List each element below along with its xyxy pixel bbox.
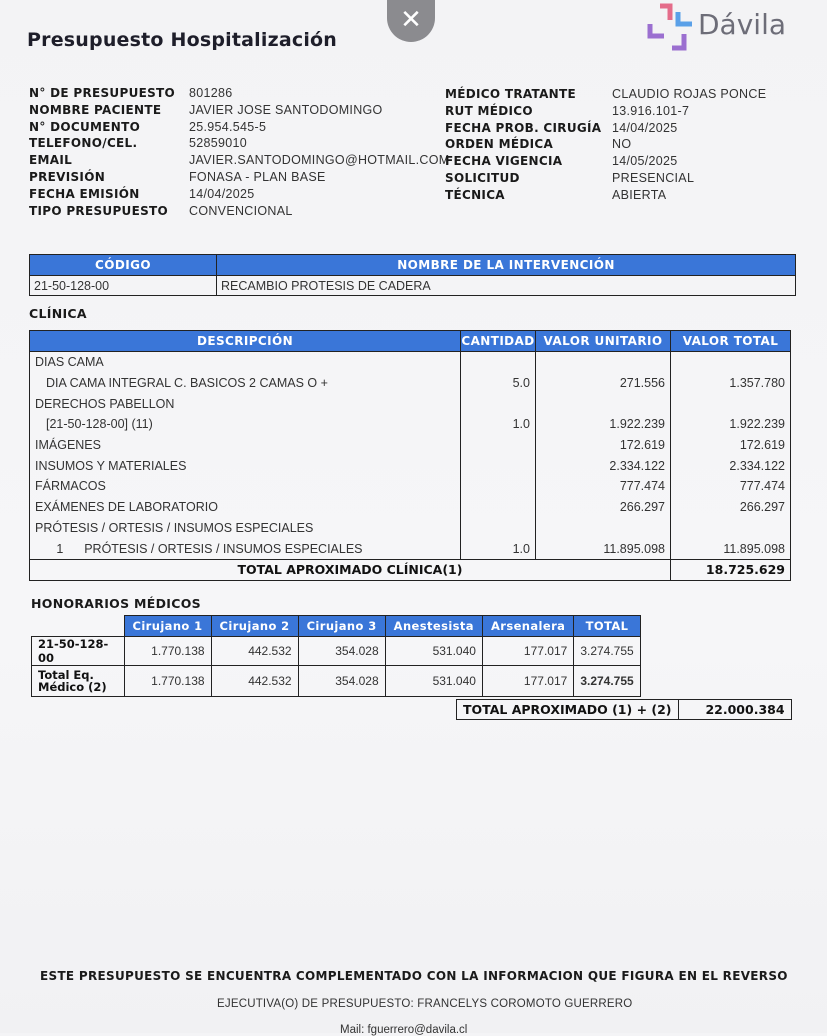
- info-value: PRESENCIAL: [612, 170, 695, 185]
- clinica-header-description: DESCRIPCIÓN: [30, 331, 461, 352]
- procedure-header-code: CÓDIGO: [30, 255, 217, 276]
- row-description: IMÁGENES: [30, 435, 461, 456]
- brand-name: Dávila: [698, 8, 787, 41]
- info-label: N° DOCUMENTO: [29, 119, 141, 134]
- info-label: FECHA EMISIÓN: [29, 186, 140, 201]
- clinica-total-label: TOTAL APROXIMADO CLÍNICA(1): [30, 559, 671, 580]
- info-label: MÉDICO TRATANTE: [445, 87, 576, 101]
- clinica-header-quantity: CANTIDAD: [461, 331, 536, 352]
- table-row: [30, 497, 791, 518]
- row-quantity: 1.0: [461, 414, 536, 435]
- honorarios-cell: 177.017: [482, 666, 573, 697]
- footer-note: ESTE PRESUPUESTO SE ENCUENTRA COMPLEMENTADO CON LA INFORMACION QUE FIGURA EN EL REVERSO: [40, 969, 788, 983]
- honorarios-table: [31, 615, 641, 697]
- info-row: [445, 153, 766, 170]
- info-row: [29, 102, 449, 119]
- row-unit-value: [536, 393, 671, 414]
- info-row: [29, 203, 449, 220]
- patient-info: [29, 85, 449, 219]
- row-description: EXÁMENES DE LABORATORIO: [30, 497, 461, 518]
- procedure-table: [29, 254, 796, 296]
- honorarios-row: [32, 666, 641, 697]
- table-row: [30, 518, 791, 539]
- table-row: [30, 393, 791, 414]
- row-unit-value: 266.297: [536, 497, 671, 518]
- info-label: PREVISIÓN: [29, 169, 106, 184]
- info-row: [29, 135, 449, 152]
- clinica-table: [29, 330, 791, 581]
- info-label: NOMBRE PACIENTE: [29, 102, 162, 117]
- row-quantity: [461, 497, 536, 518]
- honorarios-header-blank: [32, 616, 125, 637]
- honorarios-cell: 1.770.138: [124, 637, 211, 666]
- row-unit-value: 11.895.098: [536, 538, 671, 559]
- info-value: NO: [612, 137, 632, 152]
- info-value: 14/05/2025: [612, 154, 678, 169]
- procedure-header-name: NOMBRE DE LA INTERVENCIÓN: [217, 255, 796, 276]
- row-description: PRÓTESIS / ORTESIS / INSUMOS ESPECIALES: [30, 518, 461, 539]
- page-title: Presupuesto Hospitalización: [27, 29, 338, 51]
- row-description: DIA CAMA INTEGRAL C. BASICOS 2 CAMAS O +: [30, 373, 461, 394]
- info-label: ORDEN MÉDICA: [445, 137, 554, 152]
- honorarios-cell: 3.274.755: [574, 666, 640, 697]
- row-quantity: [461, 435, 536, 456]
- close-button[interactable]: [387, 0, 435, 42]
- honorarios-section-title: HONORARIOS MÉDICOS: [31, 596, 201, 611]
- row-quantity: [461, 352, 536, 373]
- info-value: CLAUDIO ROJAS PONCE: [612, 87, 767, 101]
- honorarios-header-cirujano2: Cirujano 2: [211, 616, 298, 637]
- logo-cross-icon: [646, 2, 696, 54]
- clinica-header-total-value: VALOR TOTAL: [671, 331, 791, 352]
- honorarios-cell: 354.028: [298, 637, 385, 666]
- info-row: [29, 169, 449, 186]
- row-quantity: 5.0: [461, 373, 536, 394]
- honorarios-cell: 177.017: [482, 637, 573, 666]
- row-total-value: [671, 352, 791, 373]
- row-description: FÁRMACOS: [30, 476, 461, 497]
- info-value: JAVIER JOSE SANTODOMINGO: [189, 102, 383, 117]
- procedure-name: RECAMBIO PROTESIS DE CADERA: [217, 276, 796, 296]
- table-row: [30, 538, 791, 559]
- honorarios-cell: 354.028: [298, 666, 385, 697]
- footer-mail: Mail: fguerrero@davila.cl: [340, 1024, 468, 1036]
- honorarios-header-cirujano3: Cirujano 3: [298, 616, 385, 637]
- info-row: [445, 103, 766, 120]
- info-row: [445, 86, 766, 103]
- row-total-value: [671, 393, 791, 414]
- honorarios-cell: 442.532: [211, 666, 298, 697]
- honorarios-cell: 531.040: [385, 637, 482, 666]
- row-description: DIAS CAMA: [30, 352, 461, 373]
- info-value: 14/04/2025: [189, 186, 255, 201]
- row-total-value: 2.334.122: [671, 455, 791, 476]
- row-total-value: [671, 518, 791, 539]
- info-label: RUT MÉDICO: [445, 103, 533, 118]
- close-icon: ✕: [400, 5, 422, 35]
- info-row: [29, 85, 449, 102]
- honorarios-header-anestesista: Anestesista: [385, 616, 482, 637]
- row-unit-value: [536, 352, 671, 373]
- row-total-value: 1.922.239: [671, 414, 791, 435]
- info-label: EMAIL: [29, 153, 73, 168]
- grand-total-table: [456, 699, 792, 720]
- info-value: 801286: [189, 86, 233, 100]
- row-unit-value: 1.922.239: [536, 414, 671, 435]
- honorarios-row-label: Total Eq. Médico (2): [32, 666, 125, 697]
- honorarios-cell: 531.040: [385, 666, 482, 697]
- info-value: 14/04/2025: [612, 120, 678, 135]
- honorarios-row: [32, 637, 641, 666]
- info-value: FONASA - PLAN BASE: [189, 169, 326, 184]
- row-quantity: [461, 455, 536, 476]
- grand-total-label: TOTAL APROXIMADO (1) + (2): [457, 700, 679, 720]
- procedure-code: 21-50-128-00: [30, 276, 217, 296]
- honorarios-cell: 442.532: [211, 637, 298, 666]
- row-total-value: 11.895.098: [671, 538, 791, 559]
- honorarios-row-label: 21-50-128-00: [32, 637, 125, 666]
- info-row: [445, 187, 766, 204]
- info-row: [29, 152, 449, 169]
- info-row: [445, 120, 766, 137]
- info-row: [445, 136, 766, 153]
- info-label: TÉCNICA: [445, 187, 505, 202]
- row-unit-value: 777.474: [536, 476, 671, 497]
- row-unit-value: 271.556: [536, 373, 671, 394]
- row-total-value: 172.619: [671, 435, 791, 456]
- table-row: [30, 352, 791, 373]
- row-total-value: 266.297: [671, 497, 791, 518]
- row-quantity: [461, 518, 536, 539]
- row-description: INSUMOS Y MATERIALES: [30, 455, 461, 476]
- honorarios-header-total: TOTAL: [574, 616, 640, 637]
- info-label: FECHA VIGENCIA: [445, 154, 563, 169]
- row-total-value: 1.357.780: [671, 373, 791, 394]
- table-row: [30, 373, 791, 394]
- procedure-row: [30, 276, 796, 296]
- info-value: ABIERTA: [612, 187, 667, 202]
- info-label: TELEFONO/CEL.: [29, 136, 138, 151]
- info-row: [29, 186, 449, 203]
- row-unit-value: 172.619: [536, 435, 671, 456]
- row-quantity: [461, 393, 536, 414]
- honorarios-cell: 1.770.138: [124, 666, 211, 697]
- info-label: FECHA PROB. CIRUGÍA: [445, 120, 602, 135]
- info-value: JAVIER.SANTODOMINGO@HOTMAIL.COM: [189, 153, 450, 168]
- honorarios-cell: 3.274.755: [574, 637, 640, 666]
- info-row: [445, 170, 766, 187]
- row-description: 1 PRÓTESIS / ORTESIS / INSUMOS ESPECIALES: [30, 538, 461, 559]
- clinica-header-unit-value: VALOR UNITARIO: [536, 331, 671, 352]
- info-row: [29, 119, 449, 136]
- table-row: [30, 414, 791, 435]
- info-value: 52859010: [189, 136, 248, 151]
- row-quantity: 1.0: [461, 538, 536, 559]
- info-value: 13.916.101-7: [612, 103, 690, 118]
- row-total-value: 777.474: [671, 476, 791, 497]
- clinica-total-value: 18.725.629: [671, 559, 791, 580]
- clinica-total-row: [30, 559, 791, 580]
- doctor-info: [445, 86, 766, 204]
- row-quantity: [461, 476, 536, 497]
- info-label: SOLICITUD: [445, 170, 520, 185]
- clinica-section-title: CLÍNICA: [29, 306, 87, 321]
- footer-executive: EJECUTIVA(O) DE PRESUPUESTO: FRANCELYS COROMOTO GUERRERO: [217, 998, 633, 1010]
- table-row: [30, 435, 791, 456]
- grand-total-value: 22.000.384: [678, 700, 791, 720]
- info-value: 25.954.545-5: [189, 119, 267, 134]
- info-label: N° DE PRESUPUESTO: [29, 86, 176, 100]
- row-unit-value: 2.334.122: [536, 455, 671, 476]
- row-unit-value: [536, 518, 671, 539]
- row-description: DERECHOS PABELLON: [30, 393, 461, 414]
- info-label: TIPO PRESUPUESTO: [29, 203, 169, 218]
- table-row: [30, 455, 791, 476]
- row-description: [21-50-128-00] (11): [30, 414, 461, 435]
- table-row: [30, 476, 791, 497]
- honorarios-header-arsenalera: Arsenalera: [482, 616, 573, 637]
- brand-logo: [646, 2, 786, 54]
- honorarios-header-cirujano1: Cirujano 1: [124, 616, 211, 637]
- info-value: CONVENCIONAL: [189, 203, 293, 218]
